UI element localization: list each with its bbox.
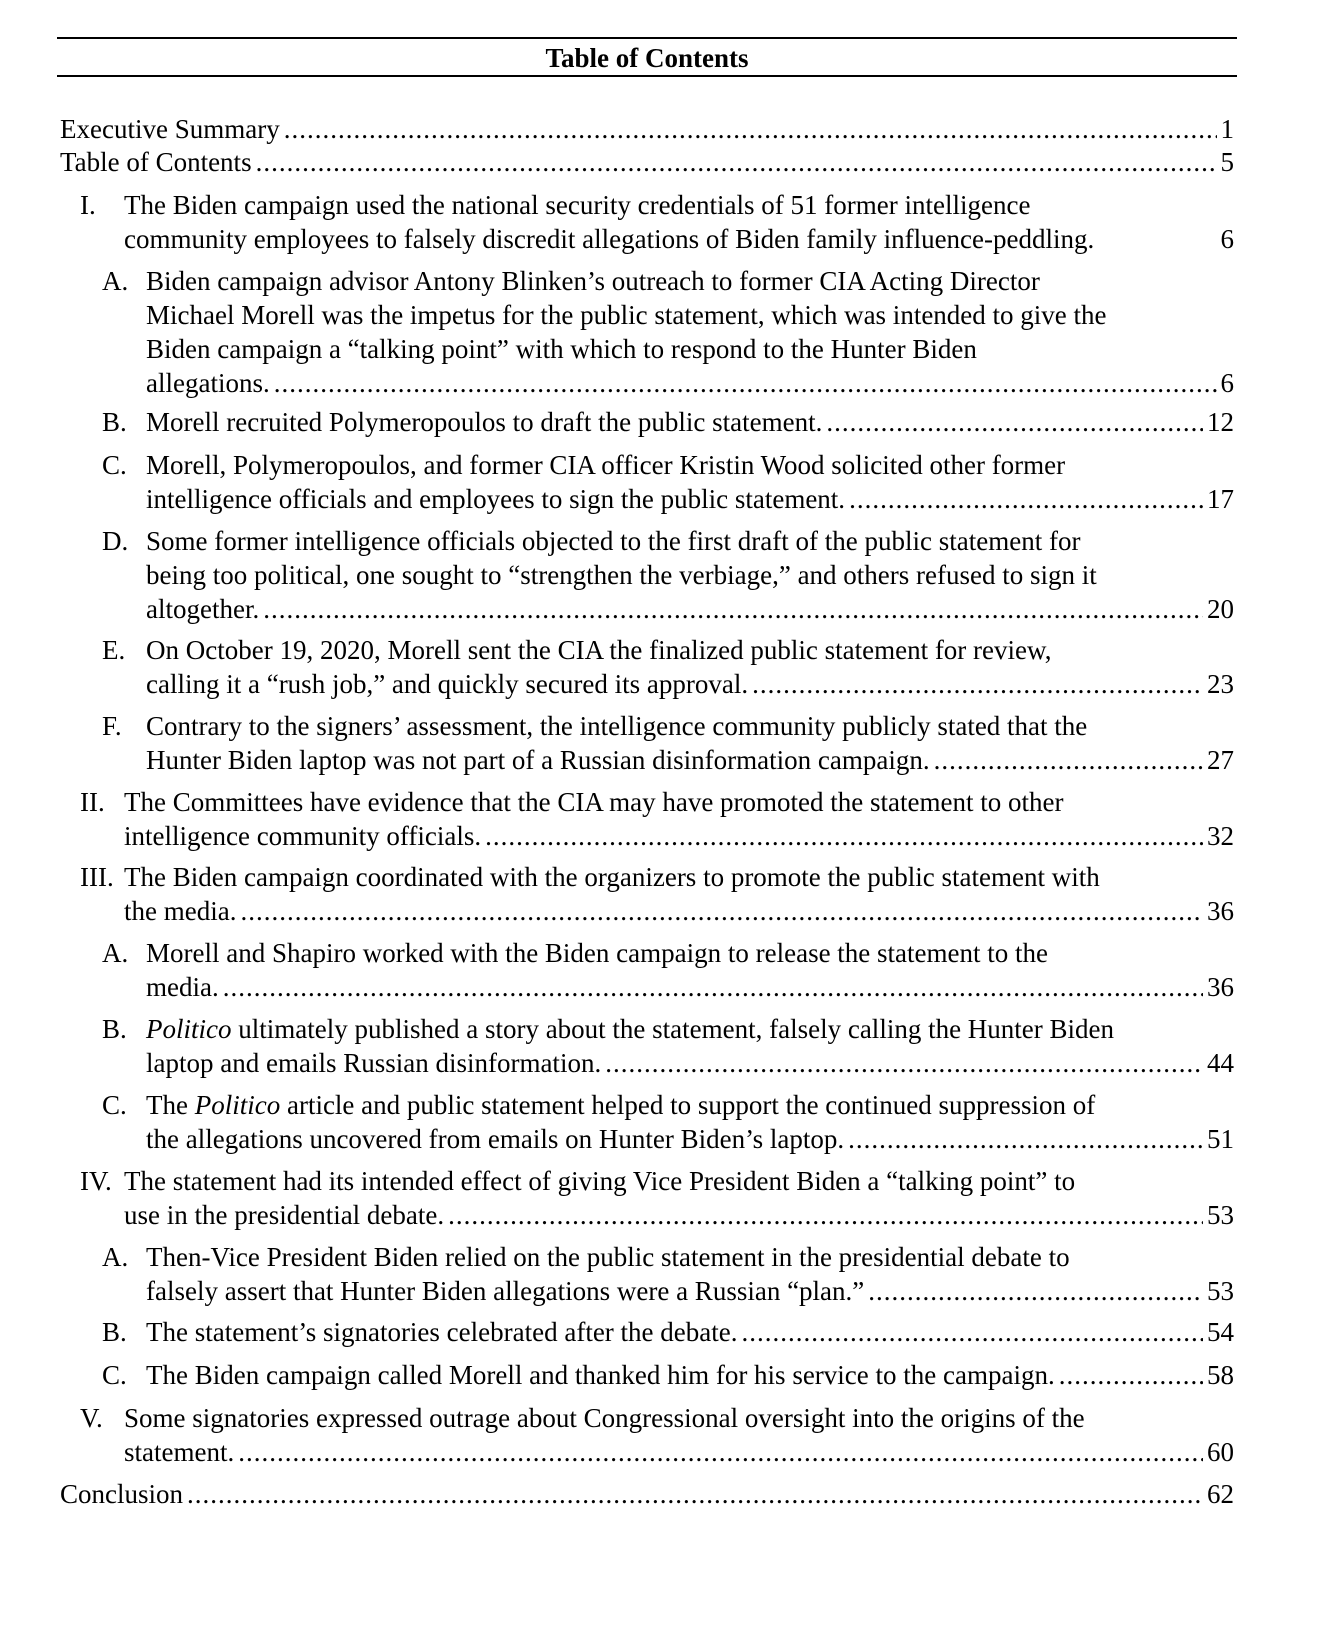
toc-entry-section-3c[interactable] xyxy=(146,1088,1234,1156)
dot-leader xyxy=(240,898,1203,925)
subsection-letter: E. xyxy=(102,635,126,665)
publication-name: Politico xyxy=(146,1014,232,1044)
toc-entry-section-5[interactable] xyxy=(124,1401,1234,1469)
toc-entry-table-of-contents[interactable] xyxy=(60,145,1234,179)
toc-page-number: 51 xyxy=(1207,1124,1234,1154)
dot-leader xyxy=(1059,1362,1203,1389)
toc-entry-text-rest: ultimately published a story about the statement, falsely calling the Hunter Biden xyxy=(231,1014,1115,1044)
toc-page-number: 53 xyxy=(1207,1200,1234,1230)
title-rule-box xyxy=(57,37,1237,77)
toc-entry-text: Contrary to the signers’ assessment, the intelligence community publicly stated that the xyxy=(146,711,1088,741)
toc-page-number: 60 xyxy=(1207,1437,1234,1467)
subsection-letter: A. xyxy=(102,266,129,296)
toc-entry-text: media. xyxy=(146,972,219,1002)
toc-entry-text: the media. xyxy=(124,896,237,926)
toc-page-number: 5 xyxy=(1220,147,1234,177)
dot-leader xyxy=(263,596,1203,623)
dot-leader xyxy=(934,747,1203,774)
dot-leader xyxy=(448,1202,1203,1229)
dot-leader xyxy=(868,1278,1203,1305)
toc-entry-text: Executive Summary xyxy=(60,114,280,144)
toc-entry-section-3b[interactable] xyxy=(146,1012,1234,1080)
toc-entry-text-pre: The xyxy=(146,1090,195,1120)
toc-entry-text: intelligence community officials. xyxy=(124,821,482,851)
toc-entry-section-1a[interactable] xyxy=(146,264,1234,400)
section-number: V. xyxy=(80,1403,103,1433)
subsection-letter: B. xyxy=(102,1317,127,1347)
toc-entry-text: Biden campaign a “talking point” with which to respond to the Hunter Biden xyxy=(146,334,977,364)
toc-entry-text xyxy=(146,1088,1095,1122)
toc-entry-text: Conclusion xyxy=(60,1479,184,1509)
toc-entry-section-3a[interactable] xyxy=(146,936,1234,1004)
toc-entry-text: being too political, one sought to “strengthen the verbiage,” and others refused to sign it xyxy=(146,560,1097,590)
toc-page-number: 53 xyxy=(1207,1276,1234,1306)
toc-entry-text-rest: article and public statement helped to support the continued suppression of xyxy=(280,1090,1096,1120)
toc-page-number: 62 xyxy=(1207,1479,1234,1509)
toc-entry-text: altogether. xyxy=(146,594,260,624)
toc-entry-text: allegations. xyxy=(146,368,270,398)
subsection-letter: D. xyxy=(102,526,129,556)
toc-page-number: 36 xyxy=(1207,972,1234,1002)
toc-page-number: 20 xyxy=(1207,594,1234,624)
dot-leader xyxy=(238,1439,1203,1466)
toc-entry-text: Morell, Polymeropoulos, and former CIA officer Kristin Wood solicited other former xyxy=(146,450,1066,480)
toc-entry-text: community employees to falsely discredit allegations of Biden family influence-peddling. xyxy=(124,224,1095,254)
dot-leader xyxy=(485,823,1203,850)
dot-leader xyxy=(187,1481,1203,1508)
toc-entry-section-1c[interactable] xyxy=(146,448,1234,516)
toc-entry-text: Hunter Biden laptop was not part of a Russian disinformation campaign. xyxy=(146,745,930,775)
toc-entry-executive-summary[interactable] xyxy=(60,112,1234,146)
toc-entry-text: laptop and emails Russian disinformation. xyxy=(146,1048,602,1078)
dot-leader xyxy=(752,671,1203,698)
toc-entry-text: Table of Contents xyxy=(60,147,252,177)
toc-page-number: 12 xyxy=(1207,407,1234,437)
dot-leader xyxy=(848,1126,1203,1153)
toc-entry-text: The statement’s signatories celebrated after the debate. xyxy=(146,1317,738,1347)
dot-leader xyxy=(605,1050,1203,1077)
toc-page-number: 44 xyxy=(1207,1048,1234,1078)
subsection-letter: C. xyxy=(102,1090,127,1120)
toc-entry-text: Morell and Shapiro worked with the Biden campaign to release the statement to the xyxy=(146,938,1048,968)
toc-entry-section-4a[interactable] xyxy=(146,1240,1234,1308)
toc-entry-section-4c[interactable] xyxy=(146,1358,1234,1392)
toc-entry-section-1b[interactable] xyxy=(146,405,1234,439)
section-number: IV. xyxy=(80,1166,112,1196)
toc-entry-text: Some former intelligence officials objected to the first draft of the public statement for xyxy=(146,526,1081,556)
toc-page-number: 1 xyxy=(1220,114,1234,144)
toc-entry-text: Then-Vice President Biden relied on the public statement in the presidential debate to xyxy=(146,1242,1070,1272)
toc-entry-text: use in the presidential debate. xyxy=(124,1200,445,1230)
toc-page-number: 6 xyxy=(1220,224,1234,254)
toc-entry-text: calling it a “rush job,” and quickly secured its approval. xyxy=(146,669,749,699)
toc-page-number: 27 xyxy=(1207,745,1234,775)
toc-entry-text: intelligence officials and employees to sign the public statement. xyxy=(146,484,846,514)
toc-entry-text: Some signatories expressed outrage about Congressional oversight into the origins of the xyxy=(124,1403,1085,1433)
subsection-letter: B. xyxy=(102,407,127,437)
toc-entry-text: The statement had its intended effect of giving Vice President Biden a “talking point” to xyxy=(124,1166,1076,1196)
toc-entry-text: The Biden campaign coordinated with the organizers to promote the public statement with xyxy=(124,862,1100,892)
toc-entry-section-1e[interactable] xyxy=(146,633,1234,701)
section-number: II. xyxy=(80,787,105,817)
section-number: III. xyxy=(80,862,114,892)
dot-leader xyxy=(284,116,1217,143)
dot-leader xyxy=(256,149,1217,176)
dot-leader xyxy=(274,370,1217,397)
page-title: Table of Contents xyxy=(545,43,749,73)
toc-entry-text xyxy=(146,1012,1114,1046)
toc-entry-section-2[interactable] xyxy=(124,785,1234,853)
toc-entry-text: The Biden campaign used the national security credentials of 51 former intelligence xyxy=(124,190,1031,220)
section-number: I. xyxy=(80,190,96,220)
subsection-letter: F. xyxy=(102,711,122,741)
dot-leader xyxy=(849,486,1203,513)
toc-page-number: 58 xyxy=(1207,1360,1234,1390)
subsection-letter: B. xyxy=(102,1014,127,1044)
toc-entry-section-4b[interactable] xyxy=(146,1315,1234,1349)
toc-entry-section-3[interactable] xyxy=(124,860,1234,928)
dot-leader xyxy=(741,1319,1203,1346)
toc-page-number: 54 xyxy=(1207,1317,1234,1347)
dot-leader xyxy=(223,974,1203,1001)
subsection-letter: C. xyxy=(102,450,127,480)
toc-entry-section-1[interactable] xyxy=(124,188,1234,256)
subsection-letter: A. xyxy=(102,938,129,968)
toc-entry-text: The Biden campaign called Morell and thanked him for his service to the campaign. xyxy=(146,1360,1055,1390)
toc-entry-conclusion[interactable] xyxy=(60,1477,1234,1511)
toc-entry-section-4[interactable] xyxy=(124,1164,1234,1232)
toc-entry-section-1f[interactable] xyxy=(146,709,1234,777)
toc-entry-text: the allegations uncovered from emails on Hunter Biden’s laptop. xyxy=(146,1124,845,1154)
toc-entry-text: Morell recruited Polymeropoulos to draft the public statement. xyxy=(146,407,823,437)
publication-name: Politico xyxy=(194,1090,281,1120)
toc-entry-text: statement. xyxy=(124,1437,235,1467)
toc-entry-text: The Committees have evidence that the CIA may have promoted the statement to other xyxy=(124,787,1064,817)
toc-entry-text: On October 19, 2020, Morell sent the CIA the finalized public statement for review, xyxy=(146,635,1052,665)
toc-entry-text: falsely assert that Hunter Biden allegations were a Russian “plan.” xyxy=(146,1276,865,1306)
toc-page-number: 36 xyxy=(1207,896,1234,926)
subsection-letter: A. xyxy=(102,1242,129,1272)
toc-page-number: 6 xyxy=(1220,368,1234,398)
toc-entry-text: Biden campaign advisor Antony Blinken’s outreach to former CIA Acting Director xyxy=(146,266,1040,296)
subsection-letter: C. xyxy=(102,1360,127,1390)
toc-page-number: 17 xyxy=(1207,484,1234,514)
toc-page-number: 23 xyxy=(1207,669,1234,699)
toc-entry-text: Michael Morell was the impetus for the public statement, which was intended to give the xyxy=(146,300,1107,330)
toc-page-number: 32 xyxy=(1207,821,1234,851)
toc-entry-section-1d[interactable] xyxy=(146,524,1234,626)
dot-leader xyxy=(826,409,1203,436)
